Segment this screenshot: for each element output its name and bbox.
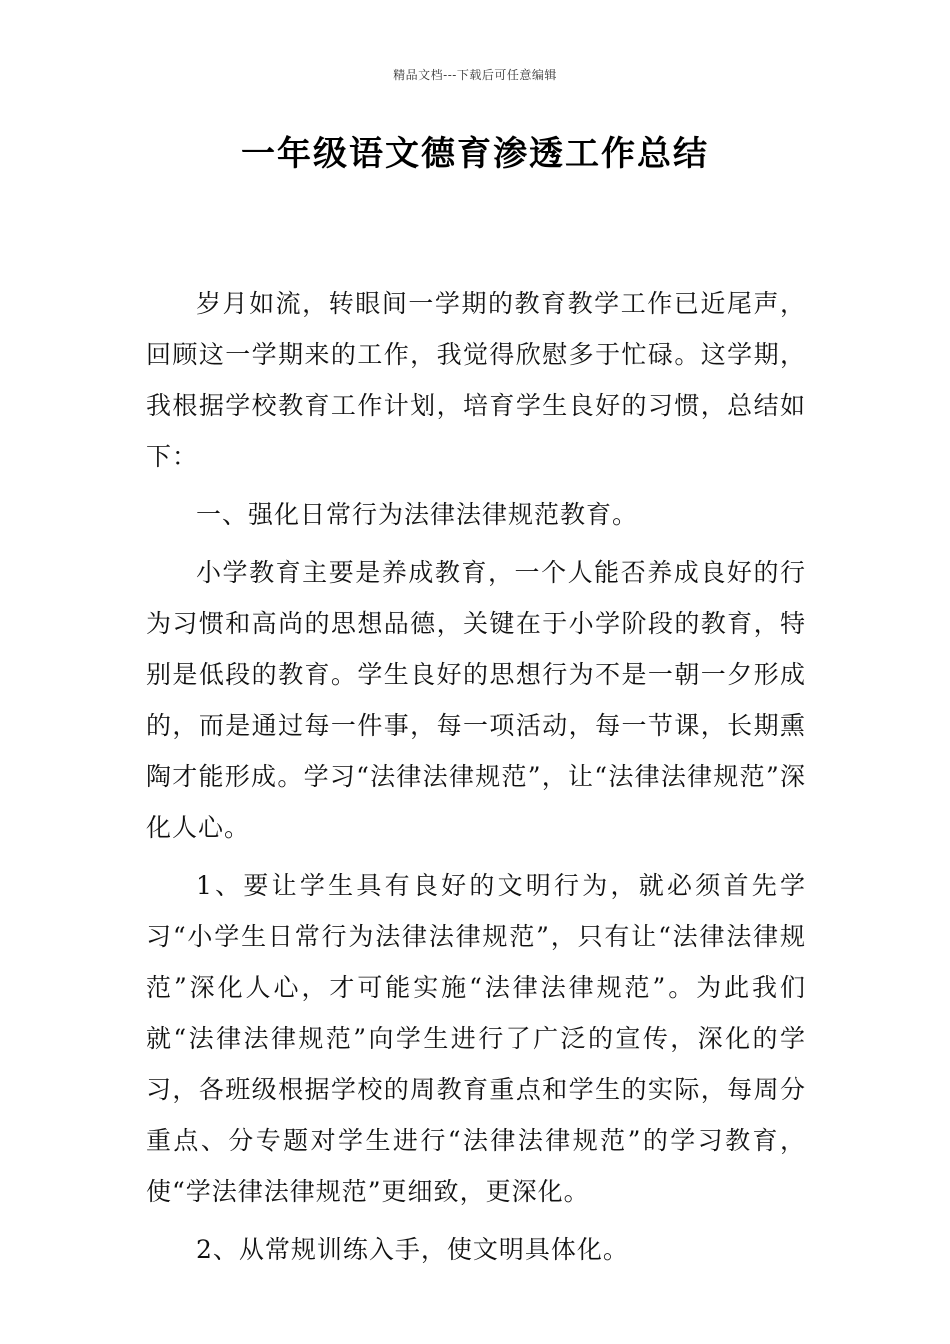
paragraph-point-2: 2、从常规训练入手，使文明具体化。: [196, 1235, 629, 1264]
paragraph-section-heading: 一、强化日常行为法律法律规范教育。: [196, 500, 639, 529]
document-title: 一年级语文德育渗透工作总结: [241, 134, 709, 174]
document-body: [146, 278, 806, 1282]
paragraph-intro: 岁月如流，转眼间一学期的教育教学工作已近尾声，回顾这一学期来的工作，我觉得欣慰多于忙碌。这学期，我根据学校教育工作计划，培育学生良好的习惯，总结如下：: [146, 289, 806, 471]
paragraph-point-1: 1、要让学生具有良好的文明行为，就必须首先学习“小学生日常行为法律法律规范”，只有让“法律法律规范”深化人心，才可能实施“法律法律规范”。为此我们就“法律法律规范”向学生进行了广泛的宣传，深化的学习，各班级根据学校的周教育重点和学生的实际，每周分重点、分专题对学生进行“法律法律规范”的学习教育，使“学法律法律规范”更细致，更深化。: [146, 871, 806, 1206]
header-note: 精品文档---下载后可任意编辑: [393, 68, 557, 82]
paragraph-primary-education: 小学教育主要是养成教育，一个人能否养成良好的行为习惯和高尚的思想品德，关键在于小学阶段的教育，特别是低段的教育。学生良好的思想行为不是一朝一夕形成的，而是通过每一件事，每一项活动，每一节课，长期熏陶才能形成。学习“法律法律规范”，让“法律法律规范”深化人心。: [146, 558, 806, 842]
